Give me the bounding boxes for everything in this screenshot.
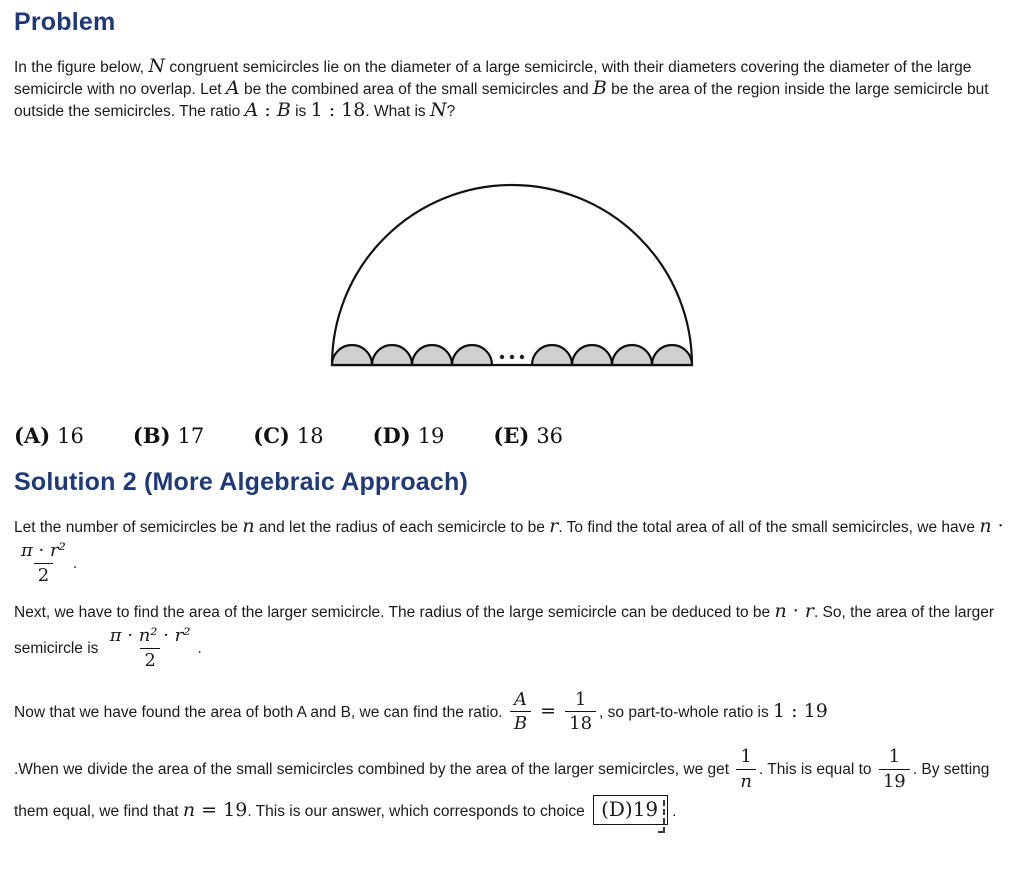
fraction-denominator: 2 xyxy=(34,563,53,587)
text-run: Now that we have found the area of both A and B, we can find the ratio. xyxy=(14,703,507,721)
fraction-numerator: π · r² xyxy=(21,540,66,561)
math-ratio-1-18: 1 : 18 xyxy=(310,99,366,121)
choice-E xyxy=(493,423,563,448)
fraction-denominator: 18 xyxy=(565,711,596,735)
solution-heading: Solution 2 (More Algebraic Approach) xyxy=(14,468,468,496)
text-run: and let the radius of each semicircle to be xyxy=(254,519,550,536)
text-run: In the figure below, xyxy=(14,59,149,76)
choice-E-value: 36 xyxy=(536,424,564,448)
boxed-answer-text: (D)19 xyxy=(593,795,668,825)
choice-B-value: 17 xyxy=(177,424,205,448)
text-run: be the combined area of the small semicircles and xyxy=(239,81,593,98)
fraction-numerator: A xyxy=(514,688,527,710)
text-run: . So, the area of the larger semicircle is xyxy=(14,604,995,658)
fraction-numerator: 1 xyxy=(740,746,752,768)
solution-paragraph-2 xyxy=(14,602,1010,673)
fraction-1-over-19 xyxy=(879,747,910,792)
text-run: . To find the total area of all of the small semicircles, we have xyxy=(558,519,980,536)
math-A: A xyxy=(225,77,240,99)
math-n: n xyxy=(182,798,196,821)
solution-paragraph-4 xyxy=(14,745,1010,824)
math-19: 19 xyxy=(223,798,248,821)
choice-C xyxy=(253,423,323,448)
choice-E-label: (E) xyxy=(493,423,530,448)
problem-heading: Problem xyxy=(14,8,116,36)
solution-paragraph-3 xyxy=(14,688,1010,737)
choice-A-value: 16 xyxy=(57,424,84,448)
fraction-A-over-B xyxy=(510,690,531,735)
choice-D-value: 19 xyxy=(417,424,445,448)
text-run: . xyxy=(72,554,78,572)
ellipsis-dots xyxy=(500,355,524,359)
choice-A xyxy=(14,423,84,448)
math-B: B xyxy=(592,77,607,99)
choice-A-label: (A) xyxy=(14,423,51,448)
dashed-corner-artifact xyxy=(658,800,665,833)
choice-C-value: 18 xyxy=(296,424,324,448)
math-equals: = xyxy=(534,699,563,722)
text-run: .When we divide the area of the small semicircles combined by the area of the larger semicircles, we get xyxy=(14,760,734,778)
fraction-denominator: 2 xyxy=(140,648,159,672)
text-run: Next, we have to find the area of the larger semicircle. The radius of the large semicircle can be deduced to be xyxy=(14,604,775,622)
math-cdot: · xyxy=(991,515,1004,537)
math-N: N xyxy=(429,99,447,121)
solution-paragraph-1 xyxy=(14,517,1010,588)
large-semicircle xyxy=(332,185,692,365)
answer-choices xyxy=(14,423,1010,448)
text-run: . This is equal to xyxy=(758,760,876,778)
math-n: n xyxy=(242,515,255,537)
fraction-pi-r2-over-2 xyxy=(17,541,70,586)
math-equals: = xyxy=(195,798,224,821)
math-r: r xyxy=(549,515,559,537)
problem-text xyxy=(14,57,1010,123)
text-run: . This is our answer, which corresponds to choice xyxy=(247,802,590,820)
text-run: . xyxy=(197,640,202,658)
text-run: is xyxy=(290,103,311,120)
math-B: B xyxy=(276,99,291,121)
fraction-numerator: 1 xyxy=(574,688,587,710)
fraction-pi-n2-r2-over-2 xyxy=(106,626,195,671)
text-run: congruent semicircles lie on the diameter of a large semicircle, with their diameters covering the diameter of the large semicircle with no overlap. Let xyxy=(14,59,972,98)
fraction-denominator: B xyxy=(510,711,531,735)
text-run: ? xyxy=(446,103,456,120)
fraction-1-over-n xyxy=(736,747,756,792)
math-colon: : xyxy=(258,99,277,121)
math-n: n xyxy=(979,515,992,537)
text-run: be the area of the region inside the large semicircle but outside the semicircles. The ratio xyxy=(14,81,989,120)
choice-B-label: (B) xyxy=(132,423,171,448)
fraction-numerator: π · n² · r² xyxy=(109,625,191,647)
text-run: Let the number of semicircles be xyxy=(14,519,243,536)
boxed-answer xyxy=(593,795,668,825)
choice-D xyxy=(373,423,445,448)
text-run: . What is xyxy=(365,103,430,120)
math-ratio-1-19: 1 : 19 xyxy=(773,699,828,722)
fraction-numerator: 1 xyxy=(888,746,901,768)
choice-B xyxy=(133,423,204,448)
fraction-1-over-18 xyxy=(565,690,596,735)
math-A: A xyxy=(244,99,259,121)
text-run: , so part-to-whole ratio is xyxy=(599,703,774,721)
figure-semicircles xyxy=(322,183,702,375)
fraction-denominator: n xyxy=(736,769,756,793)
text-run: . xyxy=(672,802,677,820)
fraction-denominator: 19 xyxy=(879,769,910,793)
choice-D-label: (D) xyxy=(372,423,411,448)
text-run: . By setting them equal, we find that xyxy=(14,760,990,820)
choice-C-label: (C) xyxy=(253,423,290,448)
math-n-r: n · r xyxy=(774,600,814,623)
math-N: N xyxy=(148,55,166,77)
